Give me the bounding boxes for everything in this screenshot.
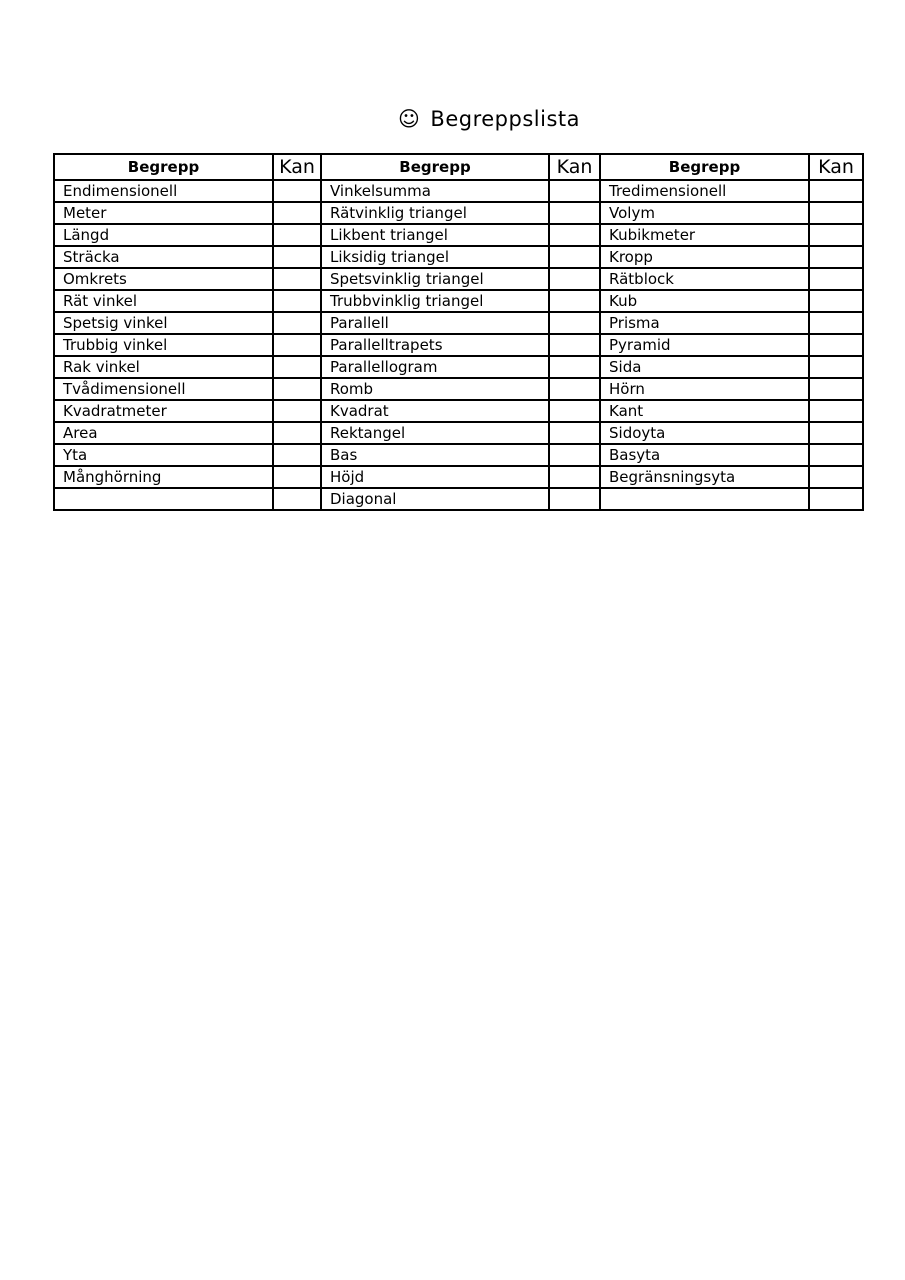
kan-cell [809, 444, 863, 466]
term-cell: Rätvinklig triangel [321, 202, 549, 224]
table-row [54, 180, 863, 202]
kan-cell [549, 356, 600, 378]
term-cell: Spetsig vinkel [54, 312, 273, 334]
term-cell: Volym [600, 202, 809, 224]
kan-cell [809, 422, 863, 444]
table-row [54, 378, 863, 400]
table-row [54, 246, 863, 268]
term-cell: Begränsningsyta [600, 466, 809, 488]
kan-cell [273, 290, 321, 312]
term-cell [54, 488, 273, 510]
term-cell: Vinkelsumma [321, 180, 549, 202]
term-cell: Meter [54, 202, 273, 224]
kan-cell [549, 400, 600, 422]
term-cell: Rektangel [321, 422, 549, 444]
table-row [54, 312, 863, 334]
kan-cell [549, 290, 600, 312]
term-cell: Parallellogram [321, 356, 549, 378]
term-cell [600, 488, 809, 510]
kan-cell [273, 312, 321, 334]
term-cell: Kubikmeter [600, 224, 809, 246]
term-cell: Höjd [321, 466, 549, 488]
table-row [54, 422, 863, 444]
term-cell: Tvådimensionell [54, 378, 273, 400]
term-cell: Kropp [600, 246, 809, 268]
term-cell: Trubbig vinkel [54, 334, 273, 356]
kan-header-2: Kan [549, 154, 600, 180]
kan-cell [273, 180, 321, 202]
kan-cell [809, 246, 863, 268]
term-cell: Sida [600, 356, 809, 378]
kan-cell [549, 268, 600, 290]
concept-table [53, 153, 864, 511]
term-cell: Spetsvinklig triangel [321, 268, 549, 290]
kan-cell [809, 356, 863, 378]
begrepp-header-3: Begrepp [600, 154, 809, 180]
term-cell: Tredimensionell [600, 180, 809, 202]
kan-cell [273, 444, 321, 466]
kan-cell [549, 180, 600, 202]
kan-cell [273, 224, 321, 246]
begrepp-header-2: Begrepp [321, 154, 549, 180]
kan-cell [809, 268, 863, 290]
kan-cell [809, 312, 863, 334]
term-cell: Rak vinkel [54, 356, 273, 378]
kan-cell [549, 488, 600, 510]
term-cell: Rät vinkel [54, 290, 273, 312]
kan-cell [273, 400, 321, 422]
term-cell: Endimensionell [54, 180, 273, 202]
table-row [54, 268, 863, 290]
term-cell: Sidoyta [600, 422, 809, 444]
term-cell: Kant [600, 400, 809, 422]
term-cell: Bas [321, 444, 549, 466]
term-cell: Kvadratmeter [54, 400, 273, 422]
table-body [54, 180, 863, 510]
kan-cell [809, 400, 863, 422]
kan-cell [273, 488, 321, 510]
term-cell: Omkrets [54, 268, 273, 290]
term-cell: Prisma [600, 312, 809, 334]
kan-cell [549, 444, 600, 466]
table-row [54, 466, 863, 488]
term-cell: Basyta [600, 444, 809, 466]
term-cell: Trubbvinklig triangel [321, 290, 549, 312]
table-row [54, 444, 863, 466]
kan-cell [273, 268, 321, 290]
term-cell: Likbent triangel [321, 224, 549, 246]
begrepp-header-1: Begrepp [54, 154, 273, 180]
kan-cell [549, 466, 600, 488]
kan-cell [273, 246, 321, 268]
term-cell: Diagonal [321, 488, 549, 510]
kan-cell [549, 312, 600, 334]
kan-cell [549, 224, 600, 246]
table-header-row [54, 154, 863, 180]
kan-header-1: Kan [273, 154, 321, 180]
kan-cell [809, 224, 863, 246]
kan-cell [809, 180, 863, 202]
kan-cell [273, 466, 321, 488]
table-row [54, 334, 863, 356]
kan-cell [549, 422, 600, 444]
smiley-icon: ☺ [398, 107, 421, 131]
kan-cell [273, 378, 321, 400]
kan-header-3: Kan [809, 154, 863, 180]
kan-cell [273, 422, 321, 444]
term-cell: Rätblock [600, 268, 809, 290]
kan-cell [273, 202, 321, 224]
table-row [54, 400, 863, 422]
kan-cell [809, 378, 863, 400]
table-row [54, 356, 863, 378]
term-cell: Yta [54, 444, 273, 466]
kan-cell [809, 202, 863, 224]
term-cell: Kub [600, 290, 809, 312]
term-cell: Längd [54, 224, 273, 246]
kan-cell [549, 246, 600, 268]
page-title-text: Begreppslista [430, 107, 580, 131]
term-cell: Parallell [321, 312, 549, 334]
table-row [54, 488, 863, 510]
kan-cell [809, 488, 863, 510]
kan-cell [809, 334, 863, 356]
page-title [0, 107, 905, 131]
kan-cell [549, 202, 600, 224]
term-cell: Romb [321, 378, 549, 400]
kan-cell [549, 334, 600, 356]
table-row [54, 224, 863, 246]
term-cell: Månghörning [54, 466, 273, 488]
term-cell: Hörn [600, 378, 809, 400]
term-cell: Kvadrat [321, 400, 549, 422]
term-cell: Area [54, 422, 273, 444]
kan-cell [809, 290, 863, 312]
term-cell: Sträcka [54, 246, 273, 268]
term-cell: Pyramid [600, 334, 809, 356]
kan-cell [273, 356, 321, 378]
term-cell: Liksidig triangel [321, 246, 549, 268]
kan-cell [809, 466, 863, 488]
term-cell: Parallelltrapets [321, 334, 549, 356]
table-row [54, 202, 863, 224]
kan-cell [549, 378, 600, 400]
kan-cell [273, 334, 321, 356]
table-row [54, 290, 863, 312]
